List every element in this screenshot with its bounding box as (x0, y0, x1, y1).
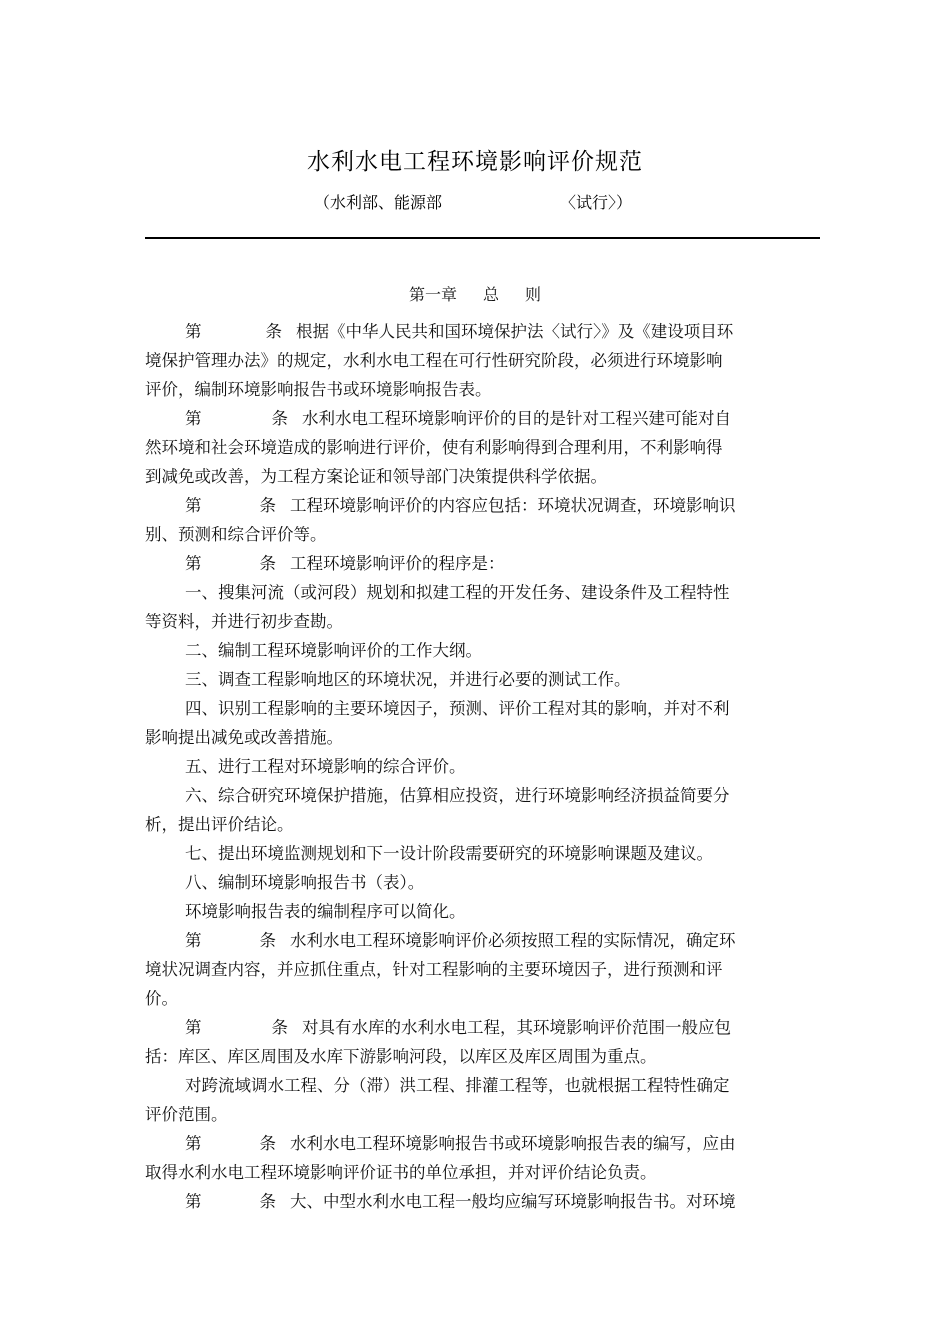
line-text: 根据《中华人民共和国环境保护法〈试行〉》及《建设项目环 (296, 322, 734, 341)
line-text: 对具有水库的水利水电工程，其环境影响评价范围一般应包 (302, 1018, 731, 1037)
text-line (145, 665, 807, 694)
document-title: 水利水电工程环境影响评价规范 (307, 149, 643, 175)
text-line (145, 317, 807, 346)
text-line (145, 346, 807, 375)
article-label-suffix: 条 (259, 1134, 276, 1153)
text-line (145, 897, 807, 926)
line-text: 水利水电工程环境影响评价必须按照工程的实际情况，确定环 (290, 931, 736, 950)
text-line (145, 926, 807, 955)
text-line (145, 955, 807, 984)
line-text: 括：库区、库区周围及水库下游影响河段，以库区及库区周围为重点。 (145, 1047, 657, 1066)
subtitle-status: 〈试行〉） (560, 193, 633, 212)
text-line (145, 404, 807, 433)
article-label-suffix: 条 (259, 496, 276, 515)
article-label: 第 (185, 496, 202, 515)
text-line (145, 810, 807, 839)
article-label: 第 (185, 409, 202, 428)
line-text: 评价，编制环境影响报告书或环境影响报告表。 (145, 380, 492, 399)
text-line (145, 781, 807, 810)
line-text: 等资料，并进行初步查勘。 (145, 612, 343, 631)
article-label-suffix: 条 (271, 409, 288, 428)
text-line (145, 578, 807, 607)
line-text: 价。 (145, 989, 178, 1008)
text-line (145, 636, 807, 665)
line-text: 对跨流域调水工程、分（滞）洪工程、排灌工程等，也就根据工程特性确定 (185, 1076, 730, 1095)
line-text: 工程环境影响评价的程序是： (290, 554, 505, 573)
text-line (145, 1129, 807, 1158)
article-label-suffix: 条 (259, 554, 276, 573)
line-text: 影响提出减免或改善措施。 (145, 728, 343, 747)
line-text: 取得水利水电工程环境影响评价证书的单位承担，并对评价结论负责。 (145, 1163, 657, 1182)
text-line (145, 491, 807, 520)
text-line (145, 607, 807, 636)
text-line (145, 868, 807, 897)
chapter-heading (0, 282, 950, 305)
text-line (145, 433, 807, 462)
article-label: 第 (185, 1192, 202, 1211)
line-text: 环境影响报告表的编制程序可以简化。 (185, 902, 466, 921)
title-divider (145, 237, 820, 239)
line-text: 一、搜集河流（或河段）规划和拟建工程的开发任务、建设条件及工程特性 (185, 583, 730, 602)
line-text: 工程环境影响评价的内容应包括：环境状况调查，环境影响识 (290, 496, 736, 515)
article-label-suffix: 条 (265, 322, 282, 341)
text-line (145, 549, 807, 578)
text-line (145, 1071, 807, 1100)
chapter-name-part1: 总 (482, 285, 499, 304)
text-line (145, 839, 807, 868)
text-line (145, 375, 807, 404)
line-text: 五、进行工程对环境影响的综合评价。 (185, 757, 466, 776)
document-body (145, 317, 807, 1216)
article-label: 第 (185, 1134, 202, 1153)
article-label: 第 (185, 931, 202, 950)
article-label: 第 (185, 322, 202, 341)
article-label-suffix: 条 (259, 1192, 276, 1211)
article-label: 第 (185, 1018, 202, 1037)
text-line (145, 694, 807, 723)
line-text: 六、综合研究环境保护措施，估算相应投资，进行环境影响经济损益简要分 (185, 786, 730, 805)
line-text: 二、编制工程环境影响评价的工作大纲。 (185, 641, 482, 660)
article-label-suffix: 条 (271, 1018, 288, 1037)
line-text: 水利水电工程环境影响评价的目的是针对工程兴建可能对自 (302, 409, 731, 428)
line-text: 七、提出环境监测规划和下一设计阶段需要研究的环境影响课题及建议。 (185, 844, 713, 863)
line-text: 别、预测和综合评价等。 (145, 525, 327, 544)
text-line (145, 462, 807, 491)
text-line (145, 1013, 807, 1042)
text-line (145, 1158, 807, 1187)
line-text: 三、调查工程影响地区的环境状况，并进行必要的测试工作。 (185, 670, 631, 689)
text-line (145, 984, 807, 1013)
text-line (145, 1187, 807, 1216)
subtitle-issuer: （水利部、能源部 (314, 193, 443, 212)
text-line (145, 1042, 807, 1071)
line-text: 评价范围。 (145, 1105, 228, 1124)
line-text: 境状况调查内容，并应抓住重点，针对工程影响的主要环境因子，进行预测和评 (145, 960, 723, 979)
chapter-name-part2: 则 (525, 285, 542, 304)
line-text: 到减免或改善，为工程方案论证和领导部门决策提供科学依据。 (145, 467, 607, 486)
line-text: 大、中型水利水电工程一般均应编写环境影响报告书。对环境 (290, 1192, 736, 1211)
line-text: 水利水电工程环境影响报告书或环境影响报告表的编写，应由 (290, 1134, 736, 1153)
line-text: 然环境和社会环境造成的影响进行评价，使有利影响得到合理利用，不利影响得 (145, 438, 723, 457)
line-text: 境保护管理办法》的规定，水利水电工程在可行性研究阶段，必须进行环境影响 (145, 351, 723, 370)
text-line (145, 1100, 807, 1129)
text-line (145, 723, 807, 752)
line-text: 四、识别工程影响的主要环境因子，预测、评价工程对其的影响，并对不利 (185, 699, 730, 718)
line-text: 析，提出评价结论。 (145, 815, 294, 834)
article-label: 第 (185, 554, 202, 573)
line-text: 八、编制环境影响报告书（表）。 (185, 873, 425, 892)
article-label-suffix: 条 (259, 931, 276, 950)
text-line (145, 520, 807, 549)
text-line (145, 752, 807, 781)
chapter-number: 第一章 (408, 285, 457, 304)
